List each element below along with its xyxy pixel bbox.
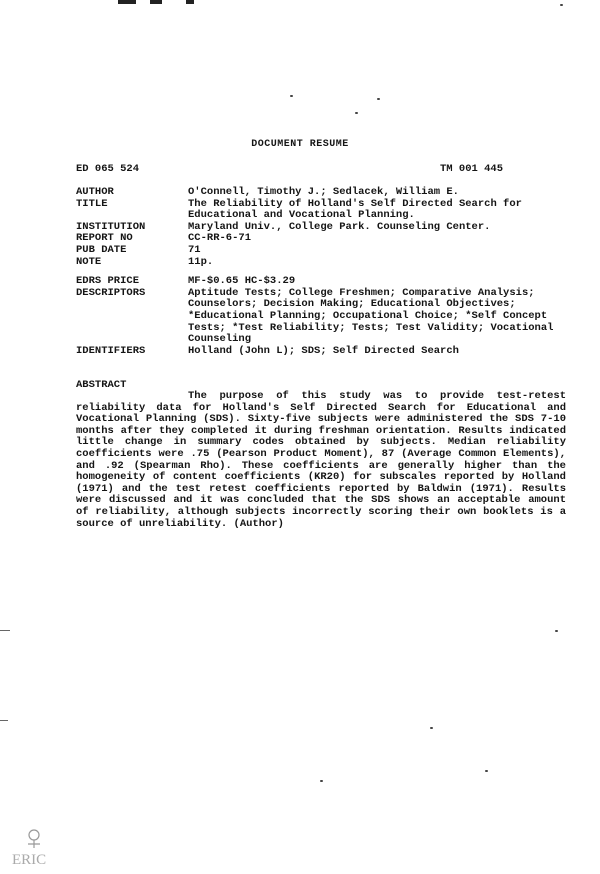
field-pub-date bbox=[76, 245, 566, 257]
field-label: INSTITUTION bbox=[76, 220, 146, 233]
field-label: DESCRIPTORS bbox=[76, 286, 146, 299]
field-label: AUTHOR bbox=[76, 186, 114, 198]
field-label: REPORT NO bbox=[76, 232, 133, 245]
scan-edge-mark bbox=[118, 0, 136, 4]
abstract-heading: ABSTRACT bbox=[76, 379, 127, 391]
clearinghouse-number: TM 001 445 bbox=[440, 163, 504, 175]
field-value: O'Connell, Timothy J.; Sedlacek, William E. bbox=[188, 186, 459, 198]
field-title bbox=[76, 199, 566, 222]
field-edrs-price bbox=[76, 276, 566, 288]
field-report-no bbox=[76, 233, 566, 245]
field-author bbox=[76, 187, 566, 199]
field-label: TITLE bbox=[76, 197, 108, 210]
field-value: MF-$0.65 HC-$3.29 bbox=[188, 275, 296, 288]
bibliographic-fields bbox=[76, 187, 566, 357]
field-value: Holland (John L); SDS; Self Directed Search bbox=[188, 344, 459, 357]
field-label: IDENTIFIERS bbox=[76, 344, 146, 357]
field-value: Aptitude Tests; College Freshmen; Comparative Analysis; Counselors; Decision Making; Educational Objectives; *Educational Planning; Occupational Choice; *Self Concept Tests; *Test Reliability; Tests; Test Validity; Vocational Counseling bbox=[188, 286, 554, 346]
field-value: CC-RR-6-71 bbox=[188, 232, 252, 245]
field-value: Maryland Univ., College Park. Counseling Center. bbox=[188, 220, 491, 233]
eric-logo bbox=[10, 828, 54, 870]
field-note bbox=[76, 257, 566, 269]
eric-logo-emblem bbox=[29, 830, 39, 840]
field-descriptors bbox=[76, 288, 566, 346]
document-number: ED 065 524 bbox=[76, 163, 140, 175]
scan-edge-mark bbox=[186, 0, 194, 4]
field-value: 71 bbox=[188, 243, 201, 256]
abstract-text: The purpose of this study was to provide test-retest reliability data for Holland's Self Directed Search for Educational and Vocational Planning (SDS). Sixty-five subjects were administered the SDS 7-10 months after they completed it during freshman orientation. Results indicated little change in summary codes obtained by subjects. Median reliability coefficients were .75 (Pearson Product Moment), 87 (Average Common Elements), and .92 (Spearman Rho). These coefficients are generally higher than the homogeneity of content coefficients (KR20) for subscales reported by Holland (1971) and the test retest coefficients reported by Baldwin (1971). Results were discussed and it was concluded that the SDS shows an acceptable amount of reliability, although subjects incorrectly scoring their own booklets is a source of unreliability. (Author) bbox=[76, 390, 566, 530]
eric-logo-emblem bbox=[28, 840, 40, 848]
field-value: The Reliability of Holland's Self Directed Search for Educational and Vocational Planning. bbox=[188, 197, 522, 222]
scan-edge-mark bbox=[0, 720, 8, 721]
eric-logo-text: ERIC bbox=[12, 852, 47, 868]
field-institution bbox=[76, 222, 566, 234]
field-label: NOTE bbox=[76, 255, 102, 268]
page-title: DOCUMENT RESUME bbox=[251, 139, 349, 150]
field-value: 11p. bbox=[188, 255, 214, 268]
scan-edge-mark bbox=[150, 0, 162, 4]
field-label: EDRS PRICE bbox=[76, 275, 140, 288]
scan-edge-mark bbox=[0, 630, 10, 631]
field-identifiers bbox=[76, 346, 566, 358]
field-label: PUB DATE bbox=[76, 243, 127, 256]
